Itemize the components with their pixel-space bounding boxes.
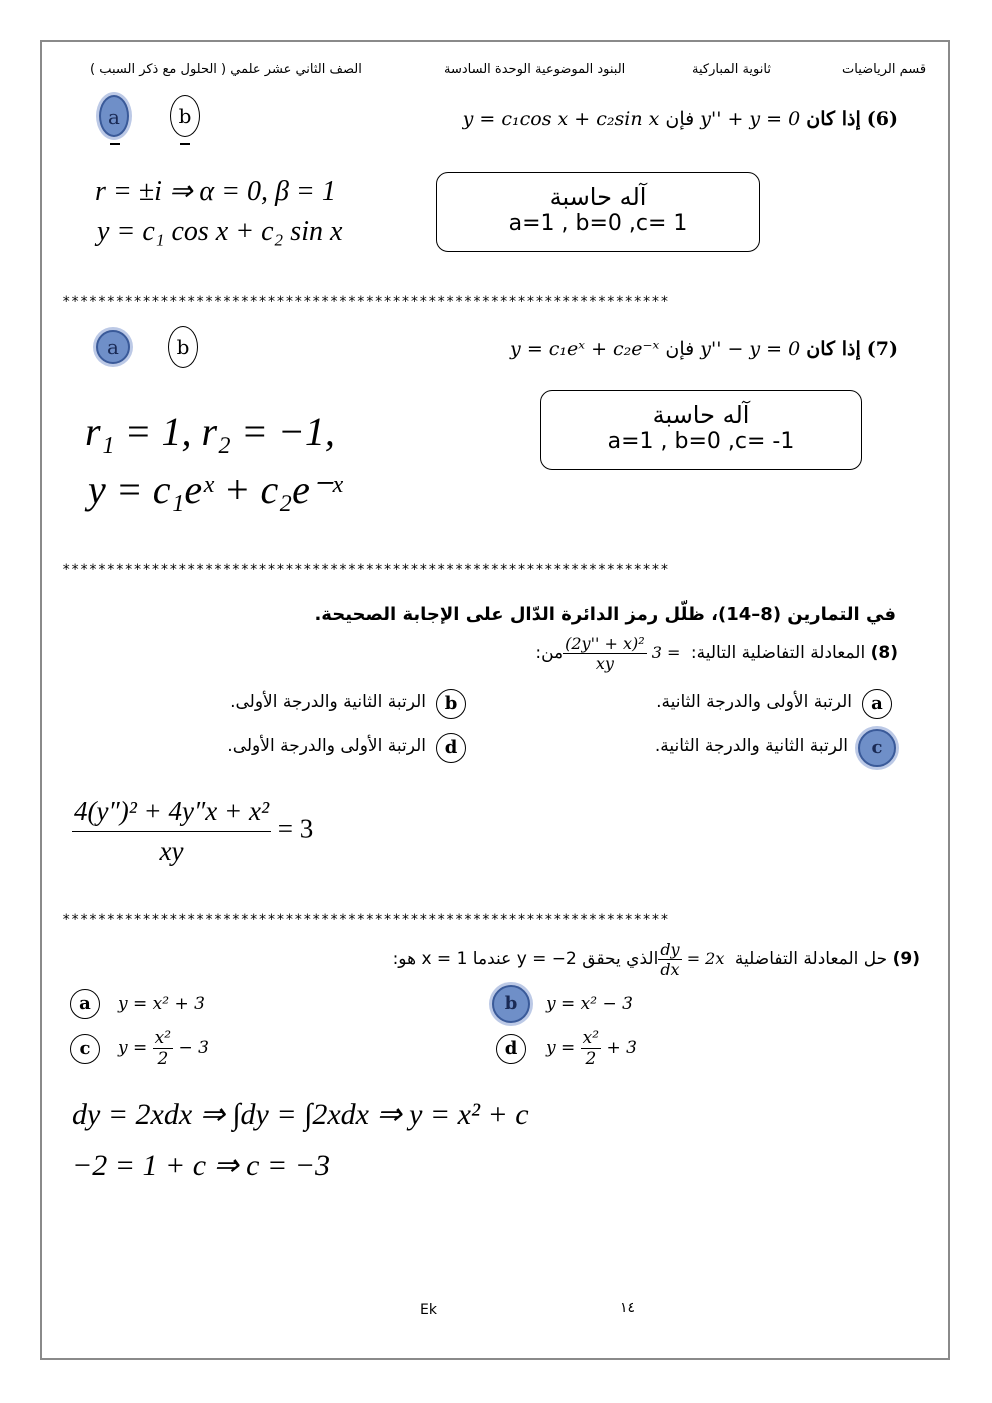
q9-option-d-num: x² — [582, 1028, 600, 1048]
q7-number: (7) — [866, 338, 898, 360]
q8-number: (8) — [870, 643, 898, 663]
q6-question — [462, 108, 898, 130]
q6-option-a-mark — [110, 143, 120, 145]
q8-work-rhs: = 3 — [277, 813, 314, 844]
q6-calc-title: آله حاسبة — [549, 183, 647, 211]
q9-number: (9) — [892, 949, 920, 969]
q9-option-d[interactable]: d — [496, 1034, 526, 1064]
q9-option-c-num: x² — [154, 1028, 172, 1048]
q8-option-b[interactable]: b — [436, 689, 466, 719]
q6-then: فإن — [665, 108, 695, 130]
q6-option-a[interactable]: a — [99, 95, 129, 137]
header-grade: الصف الثاني عشر علمي ( الحلول مع ذكر السبب ) — [90, 62, 362, 77]
q7-calc-title: آله حاسبة — [652, 401, 750, 429]
q8-fraction-numerator: (2y'' + x)² — [565, 634, 645, 653]
q9-option-b[interactable]: b — [492, 985, 530, 1023]
q8-work — [72, 796, 313, 867]
q9-derivative-den: dx — [660, 960, 680, 979]
q8-work-fraction — [72, 796, 271, 867]
q8-option-c[interactable]: c — [858, 729, 896, 767]
q9-question — [320, 940, 920, 979]
q8-work-numerator: 4(y″)² + 4y″x + x² — [72, 796, 271, 832]
q7-then: فإن — [665, 338, 695, 360]
q9-option-c[interactable]: c — [70, 1034, 100, 1064]
q6-if: إذا كان — [806, 108, 861, 130]
q7-if: إذا كان — [806, 338, 861, 360]
q6-equation: y'' + y = 0 — [700, 108, 801, 130]
q6-option-b-mark — [180, 143, 190, 145]
q9-condition: الذي يحقق y = −2 عندما x = 1 هو: — [392, 949, 659, 969]
q7-equation: y'' − y = 0 — [700, 338, 801, 360]
q8-work-denominator: xy — [159, 836, 184, 866]
q7-option-a[interactable]: a — [96, 330, 130, 364]
q8-option-c-text: الرتبة الثانية والدرجة الثانية. — [654, 736, 848, 756]
separator-3: ******************************************************************** — [62, 912, 670, 928]
q8-fraction — [563, 634, 647, 673]
q7-calc-values: a=1 , b=0 ,c= -1 — [607, 429, 795, 454]
footer-initials: Ek — [420, 1302, 437, 1318]
q9-equation-rhs: = 2x — [686, 949, 725, 968]
q9-option-d-post: + 3 — [606, 1038, 637, 1058]
q6-option-b[interactable]: b — [170, 95, 200, 137]
q9-option-c-den: 2 — [157, 1049, 169, 1069]
q9-option-c-pre: y = — [118, 1038, 148, 1058]
q9-work-line1: dy = 2xdx ⇒ ∫dy = ∫2xdx ⇒ y = x² + c — [72, 1098, 529, 1131]
q8-option-a[interactable]: a — [862, 689, 892, 719]
q7-question — [500, 338, 898, 360]
q8-question — [440, 634, 898, 673]
q8-option-b-text: الرتبة الثانية والدرجة الأولى. — [230, 692, 426, 712]
instructions: في التمارين (8–14)، ظلّل رمز الدائرة الدّال على الإجابة الصحيحة. — [314, 604, 896, 625]
q6-result: y = c₁cos x + c₂sin x — [462, 108, 660, 130]
q9-derivative-num: dy — [660, 940, 680, 959]
q8-text: المعادلة التفاضلية التالية: — [690, 643, 866, 663]
q8-eq-rhs: 3 = — [651, 643, 681, 662]
separator-1: ******************************************************************** — [62, 294, 670, 310]
q9-option-d-den: 2 — [585, 1049, 597, 1069]
q7-option-b[interactable]: b — [168, 326, 198, 368]
header-department: قسم الرياضيات — [842, 62, 927, 77]
q8-suffix: من: — [535, 643, 564, 663]
q8-fraction-denominator: xy — [595, 654, 614, 673]
q9-option-a-text: y = x² + 3 — [118, 994, 205, 1014]
q9-option-a[interactable]: a — [70, 989, 100, 1019]
q6-calculator-box — [436, 172, 760, 252]
q9-option-d-text — [546, 1028, 637, 1069]
header-school: ثانوية المباركية — [692, 62, 771, 77]
separator-2: ******************************************************************** — [62, 562, 670, 578]
q6-work-line2: y = c₁ cos x + c₂ sin x — [97, 216, 343, 247]
q9-option-c-text — [118, 1028, 209, 1069]
header-unit: البنود الموضوعية الوحدة السادسة — [444, 62, 626, 77]
q7-result: y = c₁eˣ + c₂e⁻ˣ — [510, 338, 660, 360]
q6-number: (6) — [866, 108, 898, 130]
q7-calculator-box — [540, 390, 862, 470]
q8-option-d[interactable]: d — [436, 733, 466, 763]
q6-calc-values: a=1 , b=0 ,c= 1 — [508, 211, 688, 236]
q6-work-line1: r = ±i ⇒ α = 0, β = 1 — [95, 176, 336, 207]
q8-option-a-text: الرتبة الأولى والدرجة الثانية. — [656, 692, 852, 712]
footer-page-number: ١٤ — [620, 1300, 636, 1316]
q8-option-d-text: الرتبة الأولى والدرجة الأولى. — [227, 736, 426, 756]
q9-option-c-post: − 3 — [178, 1038, 209, 1058]
q7-work-line1: r₁ = 1, r₂ = −1, — [85, 409, 335, 454]
q9-derivative — [658, 940, 681, 979]
q9-work-line2: −2 = 1 + c ⇒ c = −3 — [72, 1149, 330, 1182]
q7-work-line2: y = c₁eˣ + c₂e⁻ˣ — [88, 467, 343, 512]
q9-option-d-pre: y = — [546, 1038, 576, 1058]
q9-option-b-text: y = x² − 3 — [546, 994, 633, 1014]
q9-text: حل المعادلة التفاضلية — [734, 949, 888, 969]
